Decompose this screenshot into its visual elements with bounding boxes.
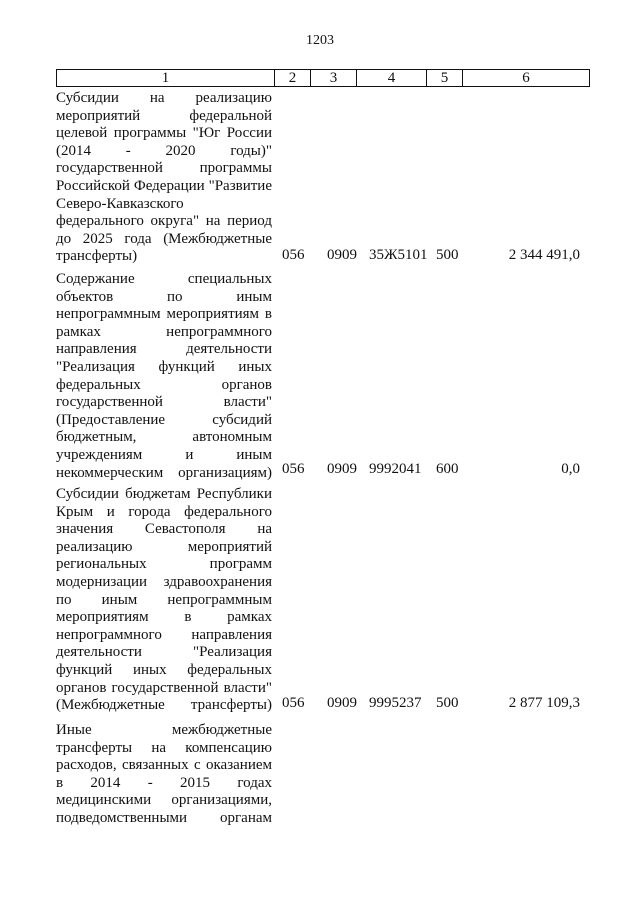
row-section-code: 0909 <box>327 461 357 477</box>
row-amount: 2 344 491,0 <box>508 247 580 263</box>
row-target-code: 9992041 <box>369 461 422 477</box>
row-section-code: 0909 <box>327 695 357 711</box>
row-ministry-code: 056 <box>282 247 305 263</box>
row-description: Субсидии на реализацию мероприятий федеральной целевой программы "Юг России (2014 - 2020 годы)" государственной программы Российской Федерации "Развитие Северо-Кавказского федерального округа" на период до 2025 года (Межбюджетные трансферты) <box>56 90 272 265</box>
row-expense-type: 500 <box>436 247 459 263</box>
row-target-code: 9995237 <box>369 695 422 711</box>
page-number: 1203 <box>306 33 334 48</box>
header-col-4: 4 <box>357 70 427 87</box>
header-col-6: 6 <box>463 70 590 87</box>
row-expense-type: 500 <box>436 695 459 711</box>
header-col-5: 5 <box>427 70 463 87</box>
column-header-row <box>56 69 590 87</box>
row-description: Содержание специальных объектов по иным непрограммным мероприятиям в рамках непрограммного направления деятельности "Реализация функций иных федеральных органов государственной власти" (Предоставление субсидий бюджетным, автономным учреждениям и иным некоммерческим организациям) <box>56 271 272 481</box>
row-target-code: 35Ж5101 <box>369 247 428 263</box>
row-ministry-code: 056 <box>282 695 305 711</box>
row-description: Иные межбюджетные трансферты на компенсацию расходов, связанных с оказанием в 2014 - 2015 годах медицинскими организациями, подведомственными органам <box>56 722 272 826</box>
row-expense-type: 600 <box>436 461 459 477</box>
row-amount: 2 877 109,3 <box>508 695 580 711</box>
header-col-3: 3 <box>311 70 357 87</box>
row-section-code: 0909 <box>327 247 357 263</box>
header-col-1: 1 <box>57 70 275 87</box>
row-ministry-code: 056 <box>282 461 305 477</box>
row-amount: 0,0 <box>561 461 580 477</box>
row-description: Субсидии бюджетам Республики Крым и города федерального значения Севастополя на реализацию мероприятий региональных программ модернизации здравоохранения по иным непрограммным мероприятиям в рамках непрограммного направления деятельности "Реализация функций иных федеральных органов государственной власти" (Межбюджетные трансферты) <box>56 486 272 714</box>
header-col-2: 2 <box>275 70 311 87</box>
